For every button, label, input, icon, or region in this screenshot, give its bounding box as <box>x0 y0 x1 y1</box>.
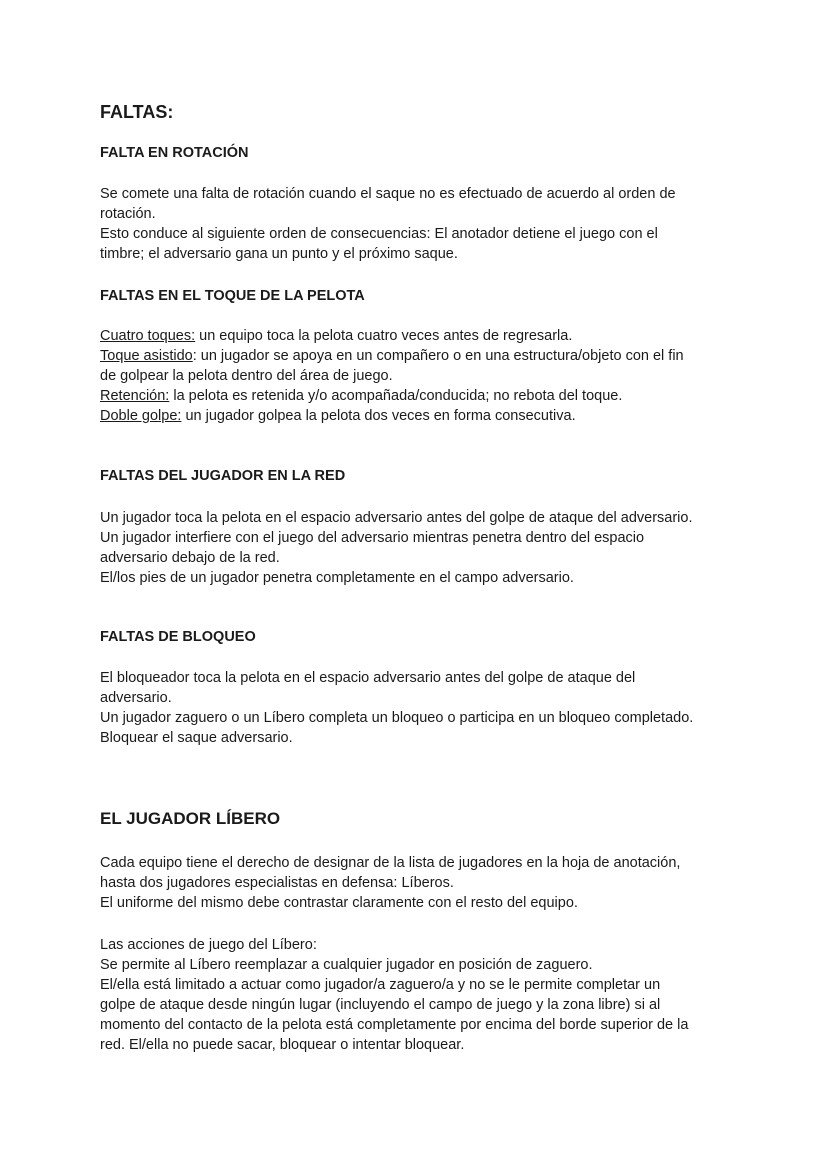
heading-faltas-bloqueo: FALTAS DE BLOQUEO <box>100 629 256 645</box>
heading-faltas-red: FALTAS DEL JUGADOR EN LA RED <box>100 468 346 484</box>
definition-doble-golpe: un jugador golpea la pelota dos veces en forma consecutiva. <box>181 408 576 424</box>
bloqueo-line-1: El bloqueador toca la pelota en el espacio adversario antes del golpe de ataque del <box>100 670 636 686</box>
toque-item-retencion <box>100 386 622 406</box>
definition-toque-asistido-cont: de golpear la pelota dentro del área de juego. <box>100 368 393 384</box>
definition-retencion: la pelota es retenida y/o acompañada/conducida; no rebota del toque. <box>169 388 623 404</box>
libero-p2-line-5: momento del contacto de la pelota está completamente por encima del borde superior de la <box>100 1017 689 1033</box>
term-cuatro-toques: Cuatro toques: <box>100 328 196 344</box>
toque-item-continuation <box>100 366 393 386</box>
toque-item-toque-asistido <box>100 346 684 366</box>
definition-toque-asistido: : un jugador se apoya en un compañero o en una estructura/objeto con el fin <box>192 348 684 364</box>
rotacion-line-4: timbre; el adversario gana un punto y el próximo saque. <box>100 246 458 262</box>
libero-p2-line-6: red. El/ella no puede sacar, bloquear o intentar bloquear. <box>100 1037 465 1053</box>
toque-item-doble-golpe <box>100 406 576 426</box>
rotacion-line-1: Se comete una falta de rotación cuando el saque no es efectuado de acuerdo al orden de <box>100 186 676 202</box>
heading-faltas-toque: FALTAS EN EL TOQUE DE LA PELOTA <box>100 288 365 304</box>
definition-cuatro-toques: un equipo toca la pelota cuatro veces antes de regresarla. <box>195 328 573 344</box>
bloqueo-line-2: adversario. <box>100 690 172 706</box>
libero-p2-line-3: El/ella está limitado a actuar como jugador/a zaguero/a y no se le permite completar un <box>100 977 661 993</box>
heading-falta-rotacion: FALTA EN ROTACIÓN <box>100 145 249 161</box>
rotacion-line-3: Esto conduce al siguiente orden de consecuencias: El anotador detiene el juego con el <box>100 226 658 242</box>
libero-p2-line-1: Las acciones de juego del Líbero: <box>100 937 317 953</box>
heading-jugador-libero: EL JUGADOR LÍBERO <box>100 809 281 828</box>
term-toque-asistido: Toque asistido <box>100 348 193 364</box>
bloqueo-line-4: Bloquear el saque adversario. <box>100 730 293 746</box>
libero-p2-line-2: Se permite al Líbero reemplazar a cualquier jugador en posición de zaguero. <box>100 957 593 973</box>
red-line-3: adversario debajo de la red. <box>100 550 280 566</box>
rotacion-line-2: rotación. <box>100 206 156 222</box>
term-doble-golpe: Doble golpe: <box>100 408 182 424</box>
toque-item-cuatro-toques <box>100 326 572 346</box>
libero-p1-line-3: El uniforme del mismo debe contrastar claramente con el resto del equipo. <box>100 895 578 911</box>
libero-p1-line-2: hasta dos jugadores especialistas en defensa: Líberos. <box>100 875 454 891</box>
red-line-2: Un jugador interfiere con el juego del adversario mientras penetra dentro del espacio <box>100 530 645 546</box>
red-line-1: Un jugador toca la pelota en el espacio adversario antes del golpe de ataque del adversario. <box>100 510 693 526</box>
libero-p2-line-4: golpe de ataque desde ningún lugar (incluyendo el campo de juego y la zona libre) si al <box>100 997 661 1013</box>
libero-p1-line-1: Cada equipo tiene el derecho de designar de la lista de jugadores en la hoja de anotación, <box>100 855 681 871</box>
red-line-4: El/los pies de un jugador penetra completamente en el campo adversario. <box>100 570 574 586</box>
page-title: FALTAS: <box>100 102 174 122</box>
bloqueo-line-3: Un jugador zaguero o un Líbero completa un bloqueo o participa en un bloqueo completado. <box>100 710 694 726</box>
term-retencion: Retención: <box>100 388 170 404</box>
